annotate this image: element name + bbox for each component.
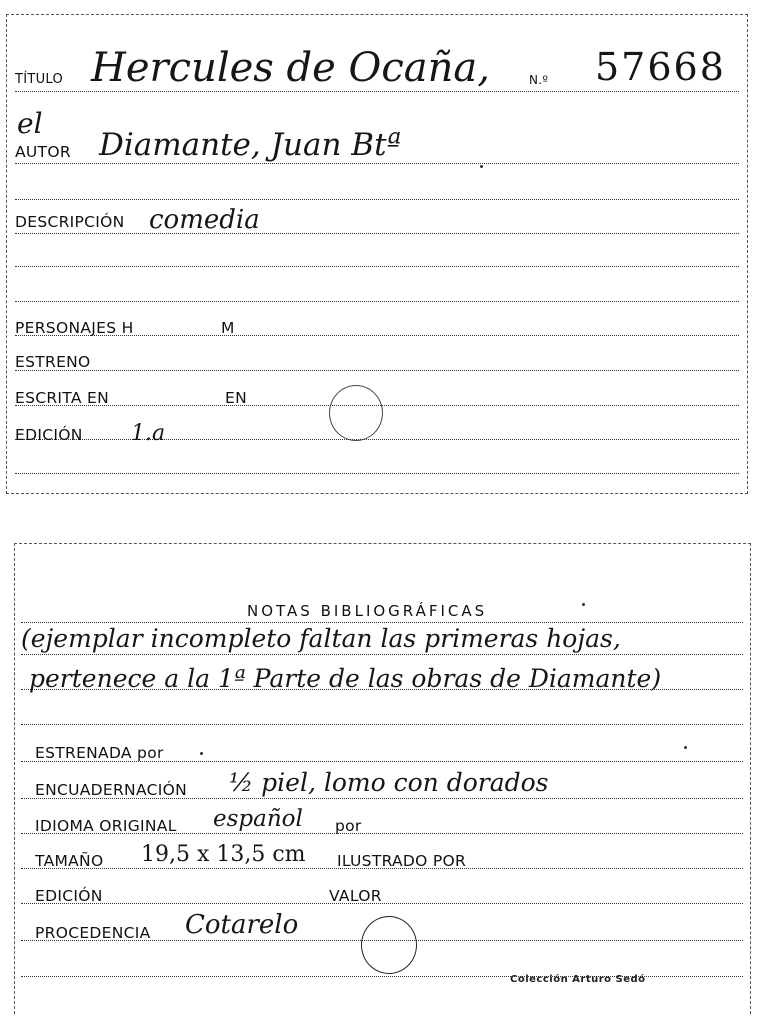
titulo-line [15, 91, 739, 92]
titulo-label: TÍTULO [15, 72, 64, 87]
blank-line-1 [15, 199, 739, 200]
edicion-label: EDICIÓN [15, 426, 83, 444]
descripcion-label: DESCRIPCIÓN [15, 213, 125, 231]
titulo-value: Hercules de Ocaña, [91, 45, 490, 91]
idioma-label: IDIOMA ORIGINAL [35, 817, 177, 835]
collection-footer: Colección Arturo Sedó [510, 974, 646, 985]
estreno-label: ESTRENO [15, 353, 91, 371]
numero-value: 57668 [595, 45, 726, 89]
idioma-value: español [213, 806, 303, 832]
encuadernacion-label: ENCUADERNACIÓN [35, 781, 187, 799]
scan-speck [684, 746, 687, 749]
library-stamp-circle [361, 916, 417, 974]
article-value: el [17, 107, 43, 140]
notas-line-3 [21, 724, 743, 725]
personajes-label: PERSONAJES H [15, 319, 134, 337]
idioma-por-label: por [335, 817, 362, 835]
punch-hole-circle [329, 385, 383, 441]
autor-value: Diamante, Juan Btª [99, 127, 402, 163]
catalog-card-bottom [14, 543, 751, 1014]
procedencia-label: PROCEDENCIA [35, 924, 151, 942]
autor-line [15, 163, 739, 164]
scan-speck [200, 752, 203, 755]
encuadernacion-value: ½ piel, lomo con dorados [229, 768, 549, 797]
scan-speck [582, 603, 585, 606]
descripcion-line [15, 233, 739, 234]
blank-line-2 [15, 266, 739, 267]
scan-speck [480, 165, 483, 168]
edicion-line [15, 439, 739, 440]
notas-title: NOTAS BIBLIOGRÁFICAS [247, 602, 488, 620]
valor-label: VALOR [329, 887, 382, 905]
tamano-value: 19,5 x 13,5 cm [141, 842, 306, 867]
notas-text-line-1: (ejemplar incompleto faltan las primeras hojas, [21, 624, 621, 653]
notas-text-line-2: pertenece a la 1ª Parte de las obras de Diamante) [29, 664, 662, 693]
descripcion-value: comedia [149, 205, 260, 235]
escrita-en-label: EN [225, 389, 247, 407]
edicion-value: 1.a [131, 421, 166, 446]
catalog-card-top [6, 14, 748, 494]
autor-label: AUTOR [15, 143, 71, 161]
procedencia-value: Cotarelo [185, 910, 299, 940]
escrita-label: ESCRITA EN [15, 389, 109, 407]
tamano-label: TAMAÑO [35, 852, 104, 870]
ilustrado-label: ILUSTRADO POR [337, 852, 467, 870]
estreno-line [15, 370, 739, 371]
edicion-line-bottom [21, 903, 743, 904]
blank-line-4 [15, 473, 739, 474]
notas-line-1 [21, 654, 743, 655]
blank-line-3 [15, 301, 739, 302]
numero-label: N.º [529, 73, 549, 87]
personajes-m-label: M [221, 319, 235, 337]
estrenada-label: ESTRENADA por [35, 744, 164, 762]
notas-line-0 [21, 622, 743, 623]
edicion-label-bottom: EDICIÓN [35, 887, 103, 905]
